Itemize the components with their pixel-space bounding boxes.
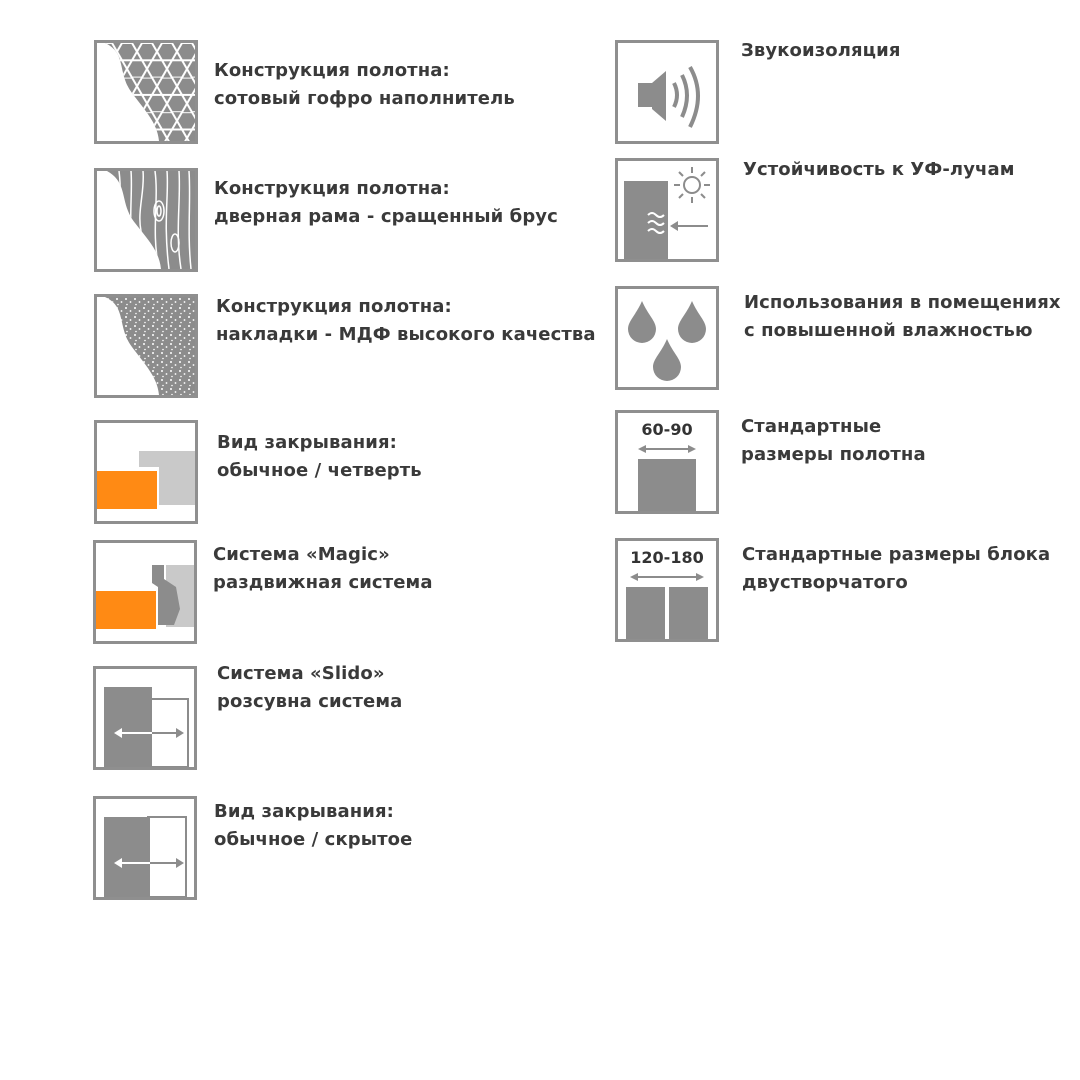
feature-title: Устойчивость к УФ-лучам	[743, 159, 1015, 180]
quarter-closing-icon	[94, 420, 198, 524]
feature-title: Конструкция полотна:	[214, 60, 450, 81]
feature-subtitle: обычное / четверть	[217, 460, 422, 481]
hidden-closing-icon	[93, 796, 197, 900]
speaker-icon	[615, 40, 719, 144]
feature-subtitle: дверная рама - сращенный брус	[214, 206, 558, 227]
wood-grain-icon	[94, 168, 198, 272]
size-badge: 60-90	[641, 420, 693, 439]
mdf-texture-icon	[94, 294, 198, 398]
honeycomb-icon	[94, 40, 198, 144]
feature-title: Система «Magic»	[213, 544, 390, 565]
slido-sliding-icon	[93, 666, 197, 770]
double-door-size-icon	[615, 538, 719, 642]
standard-size-icon	[615, 410, 719, 514]
size-badge: 120-180	[630, 548, 704, 567]
feature-subtitle: двустворчатого	[742, 572, 908, 593]
feature-subtitle: сотовый гофро наполнитель	[214, 88, 515, 109]
feature-subtitle: накладки - МДФ высокого качества	[216, 324, 596, 345]
uv-sun-icon	[615, 158, 719, 262]
feature-title: Стандартные размеры блока	[742, 544, 1051, 565]
water-drops-icon	[615, 286, 719, 390]
feature-title: Конструкция полотна:	[214, 178, 450, 199]
feature-subtitle: размеры полотна	[741, 444, 926, 465]
feature-title: Вид закрывания:	[217, 432, 397, 453]
feature-subtitle: с повышенной влажностью	[744, 320, 1033, 341]
feature-title: Стандартные	[741, 416, 882, 437]
feature-subtitle: обычное / скрытое	[214, 829, 413, 850]
feature-title: Система «Slido»	[217, 663, 385, 684]
feature-subtitle: раздвижная система	[213, 572, 433, 593]
feature-title: Использования в помещениях	[744, 292, 1061, 313]
feature-title: Звукоизоляция	[741, 40, 901, 61]
feature-title: Конструкция полотна:	[216, 296, 452, 317]
feature-title: Вид закрывания:	[214, 801, 394, 822]
feature-subtitle: розсувна система	[217, 691, 403, 712]
magic-sliding-icon	[93, 540, 197, 644]
